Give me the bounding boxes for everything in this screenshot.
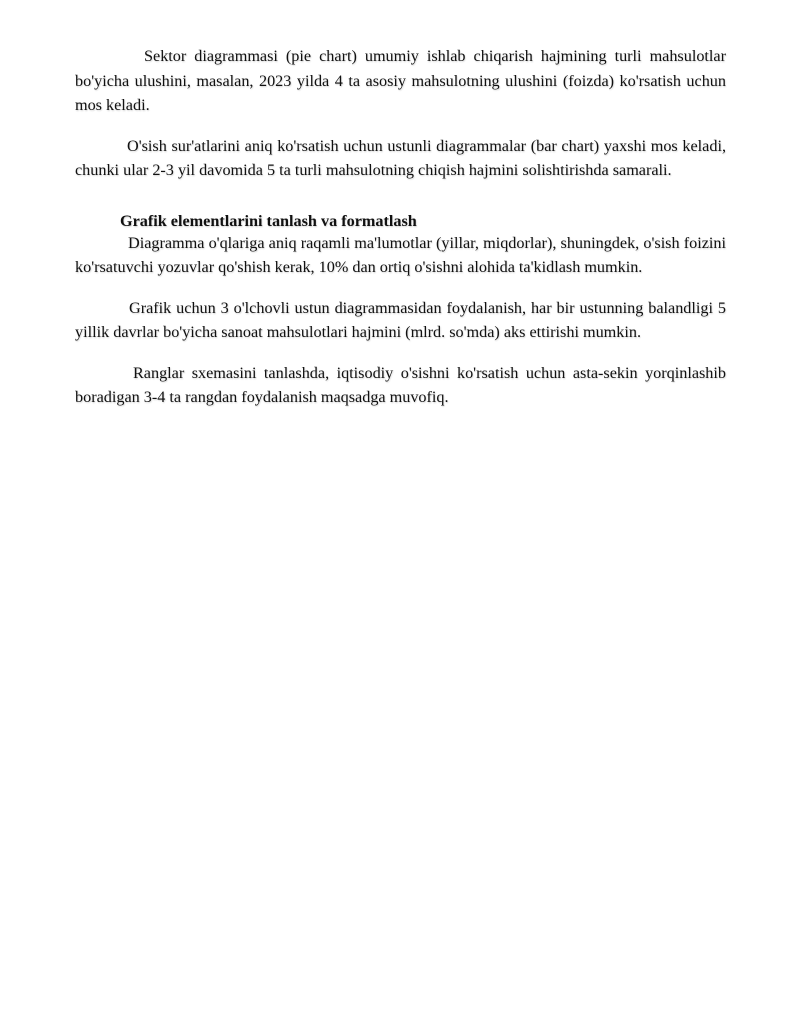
section-heading: Grafik elementlarini tanlash va formatlash (120, 211, 417, 230)
document-page (75, 44, 726, 410)
paragraph-axes: Diagramma o'qlariga aniq raqamli ma'lumotlar (yillar, miqdorlar), shuningdek, o'sish foizini ko'rsatuvchi yozuvlar qo'shish kerak, 10% dan ortiq o'sishni alohida ta'kidlash mumkin. (75, 233, 726, 276)
paragraph-3d-columns: Grafik uchun 3 o'lchovli ustun diagrammasidan foydalanish, har bir ustunning balandligi 5 yillik davrlar bo'yicha sanoat mahsulotlari hajmini (mlrd. so'mda) aks ettirishi mumkin. (75, 298, 726, 341)
paragraph-bar-chart: O'sish sur'atlarini aniq ko'rsatish uchun ustunli diagrammalar (bar chart) yaxshi mos keladi, chunki ular 2-3 yil davomida 5 ta turli mahsulotning chiqish hajmini solishtirishda samarali. (75, 136, 726, 179)
paragraph-color-scheme: Ranglar sxemasini tanlashda, iqtisodiy o'sishni ko'rsatish uchun asta-sekin yorqinlashib boradigan 3-4 ta rangdan foydalanish maqsadga muvofiq. (75, 363, 726, 406)
paragraph-pie-chart: Sektor diagrammasi (pie chart) umumiy ishlab chiqarish hajmining turli mahsulotlar bo'yicha ulushini, masalan, 2023 yilda 4 ta asosiy mahsulotning ulushini (foizda) ko'rsatish uchun mos keladi. (75, 47, 726, 114)
